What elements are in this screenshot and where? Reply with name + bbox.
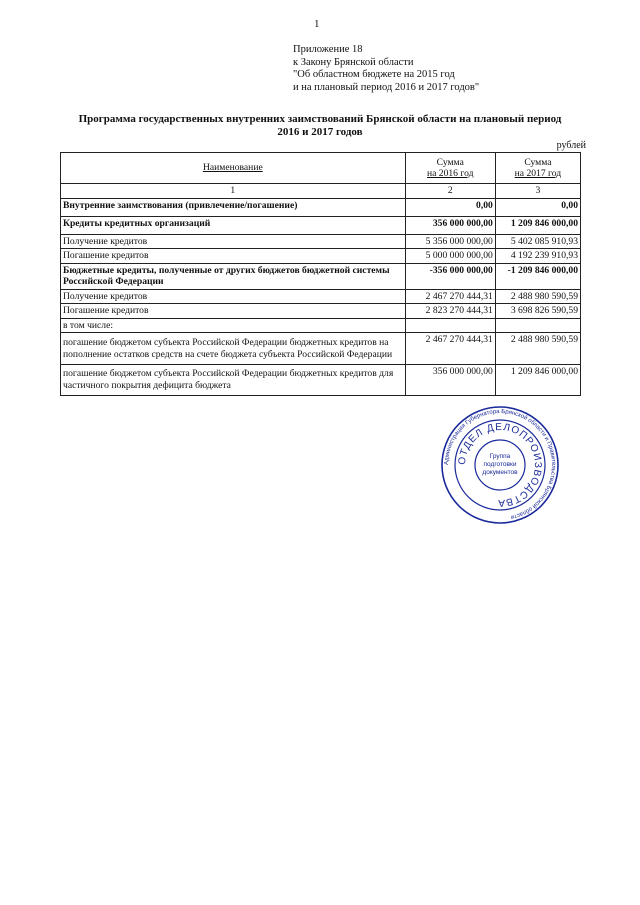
index-cell: 1 — [61, 184, 406, 199]
table-index-row — [61, 184, 581, 199]
table-row — [61, 365, 581, 396]
stamp-inner-line-3: документов — [482, 469, 518, 476]
row-value-2016: 2 467 270 444,31 — [405, 289, 495, 304]
borrowing-program-table — [60, 152, 581, 396]
row-value-2017: 1 209 846 000,00 — [495, 216, 580, 234]
row-value-2017: 5 402 085 910,93 — [495, 234, 580, 249]
stamp-ring-textpath: ОТДЕЛ ДЕЛОПРОИЗВОДСТВА — [456, 421, 544, 509]
stamp-inner-line-1: Группа — [489, 453, 511, 460]
row-name: Получение кредитов — [61, 289, 406, 304]
table-row — [61, 318, 581, 333]
appendix-reference — [293, 44, 479, 94]
row-name: Получение кредитов — [61, 234, 406, 249]
units-label: рублей — [556, 140, 586, 151]
appendix-line: и на плановый период 2016 и 2017 годов" — [293, 81, 480, 93]
row-value-2017: 0,00 — [495, 198, 580, 216]
stamp-graphics — [442, 407, 558, 523]
table-row — [61, 198, 581, 216]
row-value-2016: 5 356 000 000,00 — [405, 234, 495, 249]
header-name — [61, 153, 406, 184]
table-row — [61, 289, 581, 304]
row-value-2017: -1 209 846 000,00 — [495, 263, 580, 289]
table-row — [61, 263, 581, 289]
document-title — [60, 113, 580, 139]
appendix-line: Приложение 18 — [293, 44, 363, 55]
appendix-line: к Закону Брянской области — [293, 56, 414, 68]
index-cell: 2 — [405, 184, 495, 199]
row-value-2016: 356 000 000,00 — [405, 216, 495, 234]
row-value-2016: 2 467 270 444,31 — [405, 333, 495, 365]
row-name: Кредиты кредитных организаций — [61, 216, 406, 234]
stamp-inner-line-2: подготовки — [483, 461, 517, 468]
header-sum-2017-line1: Сумма — [524, 156, 552, 168]
header-name-text: Наименование — [202, 162, 263, 174]
row-value-2016: 2 823 270 444,31 — [405, 304, 495, 319]
title-line-2: 2016 и 2017 годов — [277, 126, 363, 138]
row-name: Бюджетные кредиты, полученные от других бюджетов бюджетной системы Российской Федерации — [61, 263, 406, 289]
row-name: Внутренние заимствования (привлечение/погашение) — [61, 198, 406, 216]
header-sum-2016-line2: на 2016 год — [427, 168, 474, 179]
index-cell: 3 — [495, 184, 580, 199]
row-value-2016 — [405, 318, 495, 333]
stamp-outer-textpath: Администрация Губернатора Брянской области и Правительства Брянской области — [443, 408, 557, 520]
table-row — [61, 216, 581, 234]
row-name: в том числе: — [61, 318, 406, 333]
row-value-2017: 2 488 980 590,59 — [495, 289, 580, 304]
header-sum-2016 — [405, 153, 495, 184]
row-value-2017: 2 488 980 590,59 — [495, 333, 580, 365]
header-sum-2017 — [495, 153, 580, 184]
row-name: погашение бюджетом субъекта Российской Федерации бюджетных кредитов для частичного покрытия дефицита бюджета — [61, 365, 406, 396]
table-row — [61, 304, 581, 319]
row-value-2017: 1 209 846 000,00 — [495, 365, 580, 396]
official-stamp — [440, 405, 560, 525]
row-value-2016: 356 000 000,00 — [405, 365, 495, 396]
table-header-row — [61, 153, 581, 184]
table-row — [61, 234, 581, 249]
row-value-2017 — [495, 318, 580, 333]
row-name: Погашение кредитов — [61, 304, 406, 319]
row-value-2016: 0,00 — [405, 198, 495, 216]
header-sum-2016-line1: Сумма — [436, 156, 464, 168]
row-name: погашение бюджетом субъекта Российской Федерации бюджетных кредитов на пополнение остатков средств на счете бюджета субъекта Российской Федерации — [61, 333, 406, 365]
row-value-2017: 3 698 826 590,59 — [495, 304, 580, 319]
table-row — [61, 249, 581, 264]
table-row — [61, 333, 581, 365]
row-value-2017: 4 192 239 910,93 — [495, 249, 580, 264]
row-name: Погашение кредитов — [61, 249, 406, 264]
title-line-1: Программа государственных внутренних заимствований Брянской области на плановый период — [78, 113, 562, 125]
appendix-line: "Об областном бюджете на 2015 год — [293, 69, 455, 80]
row-value-2016: -356 000 000,00 — [405, 263, 495, 289]
page-number: 1 — [314, 18, 320, 30]
row-value-2016: 5 000 000 000,00 — [405, 249, 495, 264]
header-sum-2017-line2: на 2017 год — [514, 168, 562, 179]
